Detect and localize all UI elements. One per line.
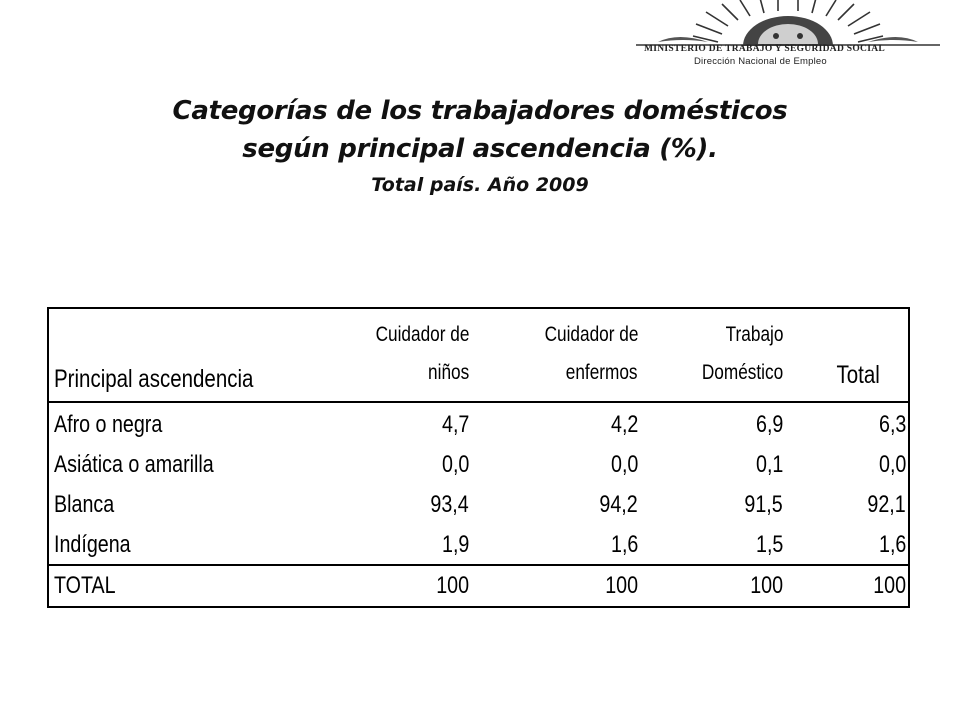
cell-value: 1,5 xyxy=(755,531,783,558)
data-table xyxy=(47,307,910,608)
col-header-trabajo-domestico-line1: Trabajo xyxy=(725,323,783,346)
cell-value: 1,6 xyxy=(610,531,638,558)
total-value: 100 xyxy=(750,572,783,599)
col-header-cuidador-ninos-line1: Cuidador de xyxy=(375,323,469,346)
row-label: Indígena xyxy=(54,531,131,558)
cell-value: 4,2 xyxy=(610,411,638,438)
total-label: TOTAL xyxy=(54,572,116,599)
cell-value: 6,9 xyxy=(755,411,783,438)
col-header-total: Total xyxy=(836,361,880,389)
cell-value: 0,0 xyxy=(610,451,638,478)
page-subtitle: Total país. Año 2009 xyxy=(371,174,589,196)
col-header-cuidador-enfermos-line1: Cuidador de xyxy=(544,323,638,346)
col-header-trabajo-domestico-line2: Doméstico xyxy=(701,361,783,384)
cell-value: 92,1 xyxy=(867,491,906,518)
page-title-line2: según principal ascendencia (%). xyxy=(242,134,718,164)
col-header-cuidador-enfermos-line2: enfermos xyxy=(566,361,638,384)
cell-value: 91,5 xyxy=(744,491,783,518)
col-header-cuidador-ninos-line2: niños xyxy=(427,361,469,384)
cell-value: 1,6 xyxy=(878,531,906,558)
logo-department-name: Dirección Nacional de Empleo xyxy=(694,56,827,67)
cell-value: 6,3 xyxy=(878,411,906,438)
cell-value: 93,4 xyxy=(430,491,469,518)
cell-value: 0,1 xyxy=(755,451,783,478)
page-title-line1: Categorías de los trabajadores domésticos xyxy=(172,96,788,126)
row-label: Afro o negra xyxy=(54,411,163,438)
title-block xyxy=(80,92,880,202)
row-label: Blanca xyxy=(54,491,115,518)
cell-value: 1,9 xyxy=(441,531,469,558)
total-value: 100 xyxy=(436,572,469,599)
row-header-principal-ascendencia: Principal ascendencia xyxy=(54,365,254,393)
row-label: Asiática o amarilla xyxy=(54,451,214,478)
cell-value: 0,0 xyxy=(878,451,906,478)
table-total-row xyxy=(49,564,908,606)
cell-value: 0,0 xyxy=(441,451,469,478)
cell-value: 94,2 xyxy=(599,491,638,518)
total-value: 100 xyxy=(873,572,906,599)
cell-value: 4,7 xyxy=(441,411,469,438)
logo-ministry-name: MINISTERIO DE TRABAJO Y SEGURIDAD SOCIAL xyxy=(644,44,886,54)
table-header xyxy=(49,309,908,403)
sun-emblem-icon xyxy=(628,0,948,46)
total-value: 100 xyxy=(605,572,638,599)
ministry-logo xyxy=(628,0,948,72)
